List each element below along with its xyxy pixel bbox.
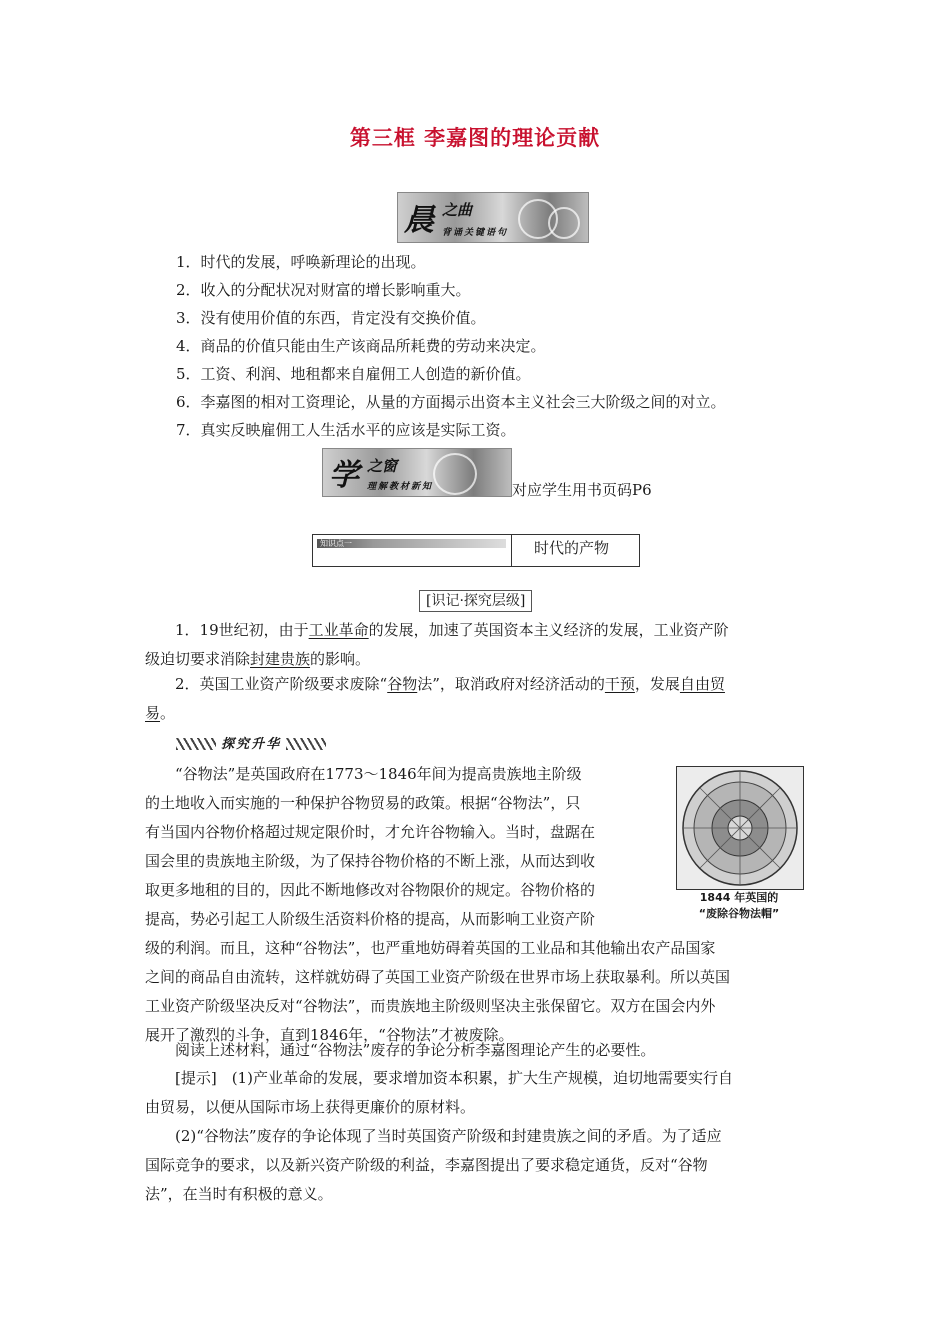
hint-line: [提示] (1)产业革命的发展，要求增加资本积累，扩大生产规模，迫切地需要实行自 bbox=[175, 1069, 733, 1087]
banner-small-text: 之窗 bbox=[367, 457, 398, 475]
explore-header bbox=[176, 733, 326, 752]
blank-answer: 封建贵族 bbox=[250, 650, 311, 668]
explore-label: 探究升华 bbox=[221, 737, 282, 752]
material-line: 有当国内谷物价格超过规定限价时，才允许谷物输入。当时，盘踞在 bbox=[145, 823, 596, 841]
blank-answer: 谷物 bbox=[387, 675, 418, 693]
material-line: 提高，势必引起工人阶级生活资料价格的提高，从而影响工业资产阶 bbox=[145, 910, 596, 928]
banner-big-char: 学 bbox=[329, 458, 359, 493]
text: 的影响。 bbox=[310, 650, 371, 668]
knowledge-point-tag-cell bbox=[313, 535, 512, 566]
material-text bbox=[145, 760, 730, 1050]
hint-line: (2)“谷物法”废存的争论体现了当时英国资产阶级和封建贵族之间的矛盾。为了适应 bbox=[175, 1127, 722, 1145]
material-line: 之间的商品自由流转，这样就妨碍了英国工业资产阶级在世界市场上获取暴利。所以英国 bbox=[145, 968, 731, 986]
knowledge-point-name: 时代的产物 bbox=[534, 539, 610, 557]
key-sentence-list bbox=[176, 248, 726, 444]
material-line: 的土地收入而实施的一种保护谷物贸易的政策。根据“谷物法”，只 bbox=[145, 794, 581, 812]
banner-subtitle: 理解教材新知 bbox=[367, 482, 434, 492]
banner-decoration bbox=[433, 453, 477, 495]
hint-text bbox=[145, 1064, 733, 1209]
level-label: [识记·探究层级] bbox=[419, 590, 532, 612]
hatch-decoration bbox=[286, 738, 326, 750]
banner-subtitle: 背诵关键语句 bbox=[442, 228, 509, 238]
blank-answer: 干预 bbox=[604, 675, 635, 693]
list-item: 7．真实反映雇佣工人生活水平的应该是实际工资。 bbox=[176, 421, 516, 439]
list-item: 1．时代的发展，呼唤新理论的出现。 bbox=[176, 253, 426, 271]
material-line: 展开了激烈的斗争，直到1846年，“谷物法”才被废除。 bbox=[145, 1026, 514, 1044]
material-line: 国会里的贵族地主阶级，为了保持谷物价格的不断上涨，从而达到收 bbox=[145, 852, 596, 870]
list-item: 2．收入的分配状况对财富的增长影响重大。 bbox=[176, 281, 471, 299]
hint-line: 法”，在当时有积极的意义。 bbox=[145, 1185, 333, 1203]
list-item: 5．工资、利润、地租都来自雇佣工人创造的新价值。 bbox=[176, 365, 531, 383]
blank-answer: 工业革命 bbox=[308, 621, 369, 639]
material-line: “谷物法”是英国政府在1773～1846年间为提高贵族地主阶级 bbox=[175, 765, 582, 783]
caption-line: 1844 年英国的 bbox=[699, 891, 779, 904]
item-1 bbox=[145, 616, 805, 674]
blank-answer: 自由贸 bbox=[679, 675, 725, 693]
text: 法”，取消政府对经济活动的 bbox=[417, 675, 605, 693]
text: 2．英国工业资产阶级要求废除“ bbox=[175, 675, 388, 693]
knowledge-point-tag: 知识点一 bbox=[317, 539, 506, 548]
hint-line: 由贸易，以便从国际市场上获得更廉价的原材料。 bbox=[145, 1098, 476, 1116]
recite-banner bbox=[397, 192, 589, 243]
text: 级迫切要求消除 bbox=[145, 650, 251, 668]
text: 。 bbox=[160, 704, 176, 722]
list-item: 3．没有使用价值的东西，肯定没有交换价值。 bbox=[176, 309, 486, 327]
hatch-decoration bbox=[176, 738, 216, 750]
hint-line: 国际竞争的要求，以及新兴资产阶级的利益，李嘉图提出了要求稳定通货，反对“谷物 bbox=[145, 1156, 708, 1174]
text: 的发展，加速了英国资本主义经济的发展，工业资产阶 bbox=[368, 621, 729, 639]
text: ，发展 bbox=[634, 675, 680, 693]
caption-line: “废除谷物法帽” bbox=[698, 907, 780, 920]
banner-big-char: 晨 bbox=[404, 203, 434, 238]
page-reference: 对应学生用书页码P6 bbox=[512, 481, 652, 499]
page-title: 第三框 李嘉图的理论贡献 bbox=[349, 126, 601, 150]
text: 1．19世纪初，由于 bbox=[175, 621, 309, 639]
blank-answer: 易 bbox=[145, 704, 161, 722]
material-line: 取更多地租的目的，因此不断地修改对谷物限价的规定。谷物价格的 bbox=[145, 881, 596, 899]
material-line: 级的利润。而且，这种“谷物法”，也严重地妨碍着英国的工业品和其他输出农产品国家 bbox=[145, 939, 716, 957]
study-banner bbox=[322, 448, 512, 497]
knowledge-point-box bbox=[312, 534, 640, 567]
list-item: 4．商品的价值只能由生产该商品所耗费的劳动来决定。 bbox=[176, 337, 546, 355]
item-2 bbox=[145, 670, 805, 728]
banner-small-text: 之曲 bbox=[442, 201, 473, 219]
material-line: 工业资产阶级坚决反对“谷物法”，而贵族地主阶级则坚决主张保留它。双方在国会内外 bbox=[145, 997, 716, 1015]
question-text: 阅读上述材料，通过“谷物法”废存的争论分析李嘉图理论产生的必要性。 bbox=[175, 1041, 656, 1059]
list-item: 6．李嘉图的相对工资理论，从量的方面揭示出资本主义社会三大阶级之间的对立。 bbox=[176, 393, 726, 411]
banner-decoration bbox=[548, 207, 580, 239]
